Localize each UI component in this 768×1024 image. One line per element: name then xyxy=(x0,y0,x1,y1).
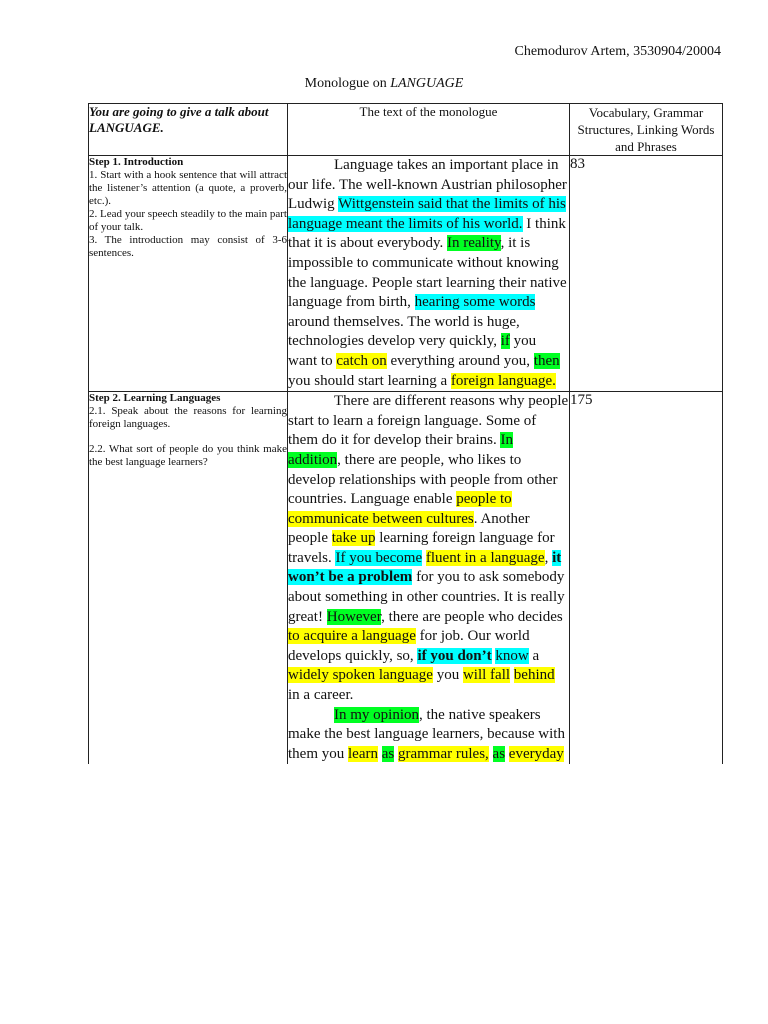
text-run: a xyxy=(528,647,540,664)
step2-count: 175 xyxy=(570,392,723,765)
text-run: , there are people who decides xyxy=(381,608,563,625)
step2-item: 2.2. What sort of people do you think make the best language learners? xyxy=(89,443,287,469)
step1-count: 83 xyxy=(570,156,723,392)
author-line: Chemodurov Artem, 3530904/20004 xyxy=(514,44,721,59)
highlight-yellow: communicate between cultures xyxy=(288,510,474,527)
highlight-green: In my opinion xyxy=(334,706,419,723)
highlight-cyan: If you become xyxy=(335,549,423,566)
highlight-yellow: everyday xyxy=(508,745,564,762)
document-title xyxy=(0,76,768,92)
step2-instructions xyxy=(89,392,288,765)
step2-title: Step 2. Learning Languages xyxy=(89,392,221,405)
col1-header: You are going to give a talk about LANGUAGE. xyxy=(89,104,288,156)
table-header-row xyxy=(89,104,723,156)
highlight-yellow: to acquire a language xyxy=(288,628,416,645)
highlight-yellow: widely spoken language xyxy=(288,667,433,684)
step2-paragraph-1 xyxy=(288,392,569,706)
text-run: everything around you, xyxy=(386,352,534,369)
highlight-yellow: fluent in a language xyxy=(425,549,545,566)
col3-header: Vocabulary, Grammar Structures, Linking Words and Phrases xyxy=(570,104,723,156)
text-run: , the native speakers make the best language learners, because with them you xyxy=(288,706,565,762)
table-row-step1 xyxy=(89,156,723,392)
highlight-green: In reality xyxy=(447,235,501,252)
highlight-yellow: will fall xyxy=(462,667,511,684)
text-run: in a career. xyxy=(288,687,354,704)
highlight-cyan-bold: it won’t be a problem xyxy=(288,549,562,586)
step1-title: Step 1. Introduction xyxy=(89,156,184,168)
step2-item: 2.1. Speak about the reasons for learning foreign languages. xyxy=(89,405,287,431)
highlight-cyan: Wittgenstein said that the limits of his language meant the limits of his world. xyxy=(288,196,566,232)
text-run: for you to ask somebody about something in other countries. It is really great! xyxy=(288,569,565,625)
text-run: for job. Our world develops quickly, so, xyxy=(288,628,530,664)
text-run: you xyxy=(432,667,463,684)
col2-header: The text of the monologue xyxy=(288,104,570,156)
text-run: you should start learning a xyxy=(288,372,451,389)
step1-item: 3. The introduction may consist of 3-6 sentences. xyxy=(89,234,287,259)
step1-instructions xyxy=(89,156,288,392)
highlight-yellow: people to xyxy=(456,491,512,508)
monologue-table xyxy=(88,103,723,764)
highlight-yellow: grammar rules, xyxy=(397,745,489,762)
highlight-green: as xyxy=(381,745,395,762)
step2-monologue-text xyxy=(288,392,570,765)
highlight-green: as xyxy=(492,745,506,762)
step1-monologue-text xyxy=(288,156,570,392)
text-run: learning foreign language for travels. xyxy=(288,530,555,566)
text-run: . Another people xyxy=(288,510,530,547)
highlight-yellow: behind xyxy=(513,667,555,684)
title-prefix: Monologue on xyxy=(304,76,391,91)
highlight-yellow: take up xyxy=(331,530,376,547)
title-italic: LANGUAGE xyxy=(390,76,464,91)
step2-paragraph-2 xyxy=(288,706,569,765)
text-run: , it is impossible to communicate without knowing the language. People start learning their native language from birth, xyxy=(288,235,567,311)
highlight-green: then xyxy=(533,352,560,369)
text-run: Language takes an important place in our life. The well-known Austrian philosopher Ludwig xyxy=(288,157,567,213)
highlight-yellow: foreign language. xyxy=(450,372,556,389)
step1-item: 2. Lead your speech steadily to the main part of your talk. xyxy=(89,208,287,233)
highlight-cyan: hearing some words xyxy=(414,294,536,311)
highlight-green: if xyxy=(500,333,510,350)
text-run: There are different reasons why people start to learn a foreign language. Some of them do it for develop their brains. xyxy=(288,393,569,449)
text-run: , there are people, who likes to develop relationships with people from other countries. Language enable xyxy=(288,451,558,508)
highlight-yellow: catch on xyxy=(336,352,387,369)
table-row-step2 xyxy=(89,392,723,765)
highlight-yellow: learn xyxy=(348,745,378,762)
highlight-green: However xyxy=(326,608,382,625)
highlight-green: In addition xyxy=(288,432,513,468)
highlight-cyan: know xyxy=(495,647,529,664)
highlight-cyan-bold: if you don’t xyxy=(417,647,492,664)
text-run: you want to xyxy=(288,333,537,369)
text-run: , xyxy=(544,549,553,566)
step1-paragraph xyxy=(288,156,569,391)
text-run: around themselves. The world is huge, technologies develop very quickly, xyxy=(288,313,520,350)
step1-item: 1. Start with a hook sentence that will attract the listener’s attention (a quote, a proverb, etc.). xyxy=(89,169,287,207)
text-run: I think that it is about everybody. xyxy=(288,215,566,252)
text-run xyxy=(489,746,493,762)
